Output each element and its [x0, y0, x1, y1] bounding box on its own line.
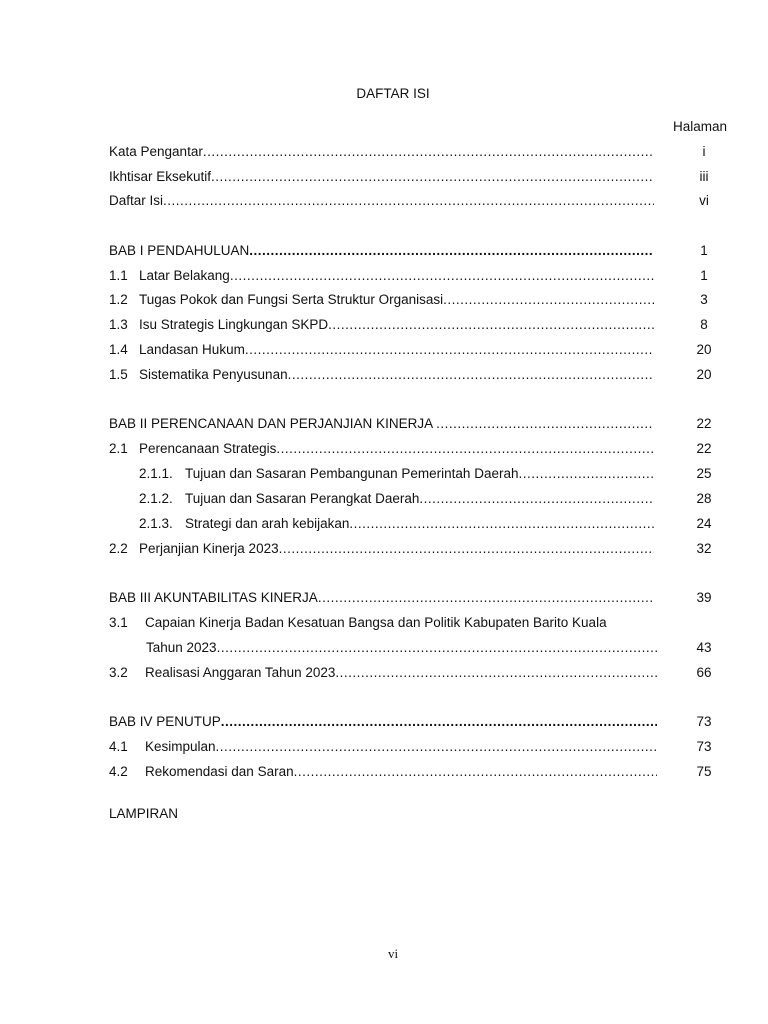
toc-number: 1.2 [109, 292, 128, 307]
toc-number: 2.1.2. [139, 491, 173, 506]
toc-label: Perencanaan Strategis [139, 441, 277, 456]
toc-page-number: 8 [700, 317, 708, 332]
toc-label: Daftar Isi [109, 193, 164, 208]
toc-label: Rekomendasi dan Saran [145, 764, 294, 779]
toc-page-number: 43 [696, 640, 712, 655]
toc-label: Latar Belakang [139, 268, 230, 283]
toc-page-number: 3 [700, 292, 708, 307]
toc-page-number: 75 [696, 764, 712, 779]
toc-label: Perjanjian Kinerja 2023 [139, 541, 279, 556]
toc-label: Tujuan dan Sasaran Perangkat Daerah [185, 491, 420, 506]
toc-page-number: vi [699, 193, 709, 208]
toc-page-number: 20 [696, 367, 712, 382]
footer-page-number: vi [387, 946, 399, 961]
toc-chapter-heading: BAB I PENDAHULUAN [109, 243, 250, 258]
toc-page-number: 22 [696, 441, 712, 456]
toc-number: 2.1.1. [139, 466, 173, 481]
toc-chapter-heading: LAMPIRAN [109, 806, 179, 821]
toc-page-number: 39 [696, 590, 712, 605]
toc-number: 1.4 [109, 342, 128, 357]
toc-page-number: 20 [696, 342, 712, 357]
toc-label: Strategi dan arah kebijakan [185, 516, 350, 531]
toc-label: Sistematika Penyusunan [139, 367, 288, 382]
toc-label: Capaian Kinerja Badan Kesatuan Bangsa dan Politik Kabupaten Barito Kuala [145, 615, 607, 630]
toc-chapter-heading: BAB IV PENUTUP [109, 714, 221, 729]
toc-page-number: 25 [696, 466, 712, 481]
toc-page-number: 66 [696, 665, 712, 680]
toc-label: Realisasi Anggaran Tahun 2023 [145, 665, 336, 680]
toc-number: 4.1 [109, 739, 128, 754]
toc-page-number: iii [699, 169, 709, 184]
toc-label: Tugas Pokok dan Fungsi Serta Struktur Organisasi [139, 292, 444, 307]
page-column-header: Halaman [672, 119, 728, 134]
toc-label: Landasan Hukum [139, 342, 245, 357]
toc-page-number: 73 [696, 714, 712, 729]
toc-page-number: 24 [696, 516, 712, 531]
toc-page-number: 1 [700, 243, 708, 258]
toc-page-number: 73 [696, 739, 712, 754]
toc-number: 2.2 [109, 541, 128, 556]
toc-number: 3.2 [109, 665, 128, 680]
toc-page-number: 32 [696, 541, 712, 556]
toc-page-number: 1 [700, 268, 708, 283]
toc-label: Kesimpulan [145, 739, 216, 754]
toc-label: Kata Pengantar [109, 144, 203, 159]
toc-number: 1.1 [109, 268, 128, 283]
toc-page-number: i [702, 144, 706, 159]
toc-row-lampiran[interactable] [109, 805, 178, 823]
toc-number: 4.2 [109, 764, 128, 779]
toc-page-number: 22 [696, 416, 712, 431]
toc-chapter-heading: BAB II PERENCANAAN DAN PERJANJIAN KINERJA [109, 416, 433, 431]
toc-number: 1.5 [109, 367, 128, 382]
toc-number: 2.1 [109, 441, 128, 456]
toc-label: Tujuan dan Sasaran Pembangunan Pemerintah Daerah [185, 466, 519, 481]
toc-number: 1.3 [109, 317, 128, 332]
toc-label: Isu Strategis Lingkungan SKPD [139, 317, 329, 332]
toc-label: Ikhtisar Eksekutif [109, 169, 212, 184]
toc-label: Tahun 2023 [146, 640, 217, 655]
toc-chapter-heading: BAB III AKUNTABILITAS KINERJA [109, 590, 318, 605]
toc-page-number: 28 [696, 491, 712, 506]
toc-number: 3.1 [109, 615, 128, 630]
toc-number: 2.1.3. [139, 516, 173, 531]
page-title: DAFTAR ISI [356, 86, 430, 101]
